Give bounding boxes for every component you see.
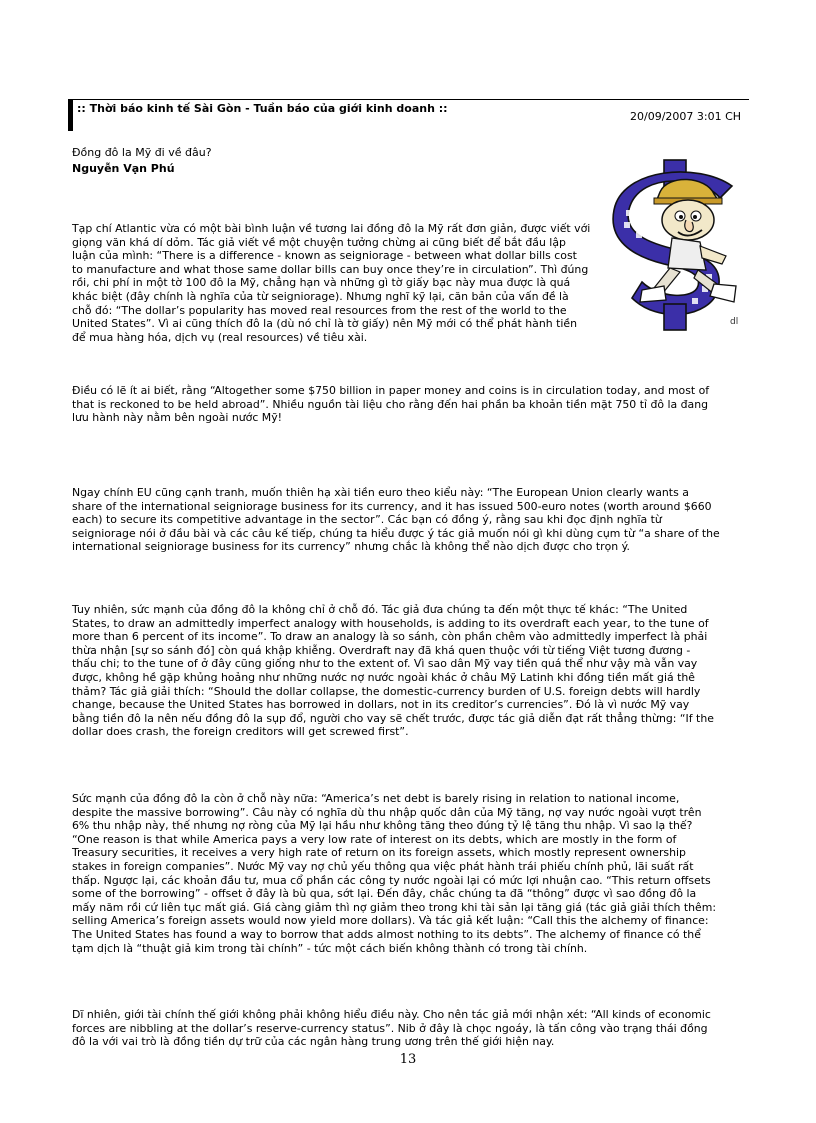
paragraph-line: share of the international seigniorage business for its currency, and it has issued 500-euro notes (worth around $660 (72, 499, 712, 513)
paragraph-line: each) to secure its competitive advantage in the sector”. Các bạn có đồng ý, rằng sau khi đọc định nghĩa từ (72, 513, 662, 527)
paragraph-line: The United States has found a way to borrow that adds almost nothing to its debts”. The alchemy of finance có thể (72, 927, 701, 941)
paragraph-line: to manufacture and what those same dollar bills can buy once they’re in circulation”. Thì đúng (72, 262, 589, 276)
paragraph-line: khác biệt (đây chính là nghĩa của từ seigniorage). Nhưng nghĩ kỹ lại, căn bản của vấn đề là (72, 289, 569, 303)
paragraph-line: dollar does crash, the foreign creditors will get screwed first”. (72, 725, 409, 739)
paragraph-line: seigniorage nói ở đầu bài và các câu kế tiếp, chúng ta hiểu được ý tác giả muốn nói gì khi dùng cụm từ “a share of the (72, 526, 720, 540)
paragraph-line: luận của mình: “There is a difference - known as seigniorage - between what dollar bills cost (72, 249, 577, 263)
paragraph-line: United States”. Vì ai cũng thích đô la (dù nó chỉ là tờ giấy) nên Mỹ mới có thể phát hành tiền (72, 317, 578, 331)
page-number: 13 (399, 1052, 417, 1067)
paragraph-line: international seigniorage business for its currency” nhưng chắc là không thể nào dịch được cho trọn ý. (72, 540, 630, 554)
paragraph-1 (72, 222, 748, 344)
paragraph-line: Treasury securities, it receives a very high rate of return on its foreign assets, which mostly represent ownership (72, 846, 686, 860)
paragraph-3 (72, 486, 748, 554)
paragraph-line: thảm? Tác giả giải thích: “Should the dollar collapse, the domestic-currency burden of U.S. foreign debts will hardly (72, 684, 701, 698)
paragraph-line: forces are nibbling at the dollar’s reserve-currency status”. Nib ở đây là chọc ngoáy, là tấn công vào trạng thái đồng (72, 1021, 708, 1035)
paragraph-line: rồi, chi phí in một tờ 100 đô la Mỹ, chẳng hạn và những gì tờ giấy bạc này mua được là quá (72, 276, 571, 290)
header-left-bar (68, 99, 73, 131)
paragraph-line: Tạp chí Atlantic vừa có một bài bình luận về tương lai đồng đô la Mỹ rất đơn giản, được viết với (72, 222, 591, 235)
paragraph-line: Sức mạnh của đồng đô la còn ở chỗ này nữa: “America’s net debt is barely rising in relation to national income, (72, 792, 680, 805)
paragraph-line: despite the massive borrowing”. Câu này có nghĩa dù thu nhập quốc dân của Mỹ tăng, nợ vay nước ngoài vượt trên (72, 805, 702, 819)
paragraph-line: lưu hành này nằm bên ngoài nước Mỹ! (72, 411, 283, 425)
paragraph-line: selling America’s foreign assets would now yield more dollars). Và tác giả kết luận: “Call this the alchemy of finance: (72, 914, 709, 928)
paragraph-line: để mua hàng hóa, dịch vụ (real resources) về tiêu xài. (72, 330, 368, 344)
paragraph-line: Điều có lẽ ít ai biết, rằng “Altogether some $750 billion in paper money and coins is in circulation today, and most of (72, 384, 710, 397)
paragraph-line: đô la với vai trò là đồng tiền dự trữ của các ngân hàng trung ương trên thế giới hiện nay. (72, 1035, 555, 1049)
paragraph-line: tạm dịch là “thuật giả kim trong tài chính” - tức một cách biến không thành có trong tài chính. (72, 941, 588, 955)
paragraph-4 (72, 603, 748, 739)
paragraph-2 (72, 384, 748, 425)
paragraph-line: that is reckoned to be held abroad”. Nhiều nguồn tài liệu cho rằng đến hai phần ba khoản tiền mặt 750 tỉ đô la đang (72, 397, 709, 411)
paragraph-line: bằng tiền đô la nên nếu đồng đô la sụp đổ, người cho vay sẽ chết trước, được tác giả diễn đạt rất thẳng thừng: “If the (72, 711, 714, 725)
paragraph-6 (72, 1008, 748, 1049)
paragraph-line: thấu chi; to the tune of ở đây cũng giống như to the extent of. Vì sao dân Mỹ vay tiền quá thể như vậy mà vẫn vay (72, 657, 698, 671)
paragraph-line: thấp. Ngược lại, các khoản đầu tư, mua cổ phần các công ty nước ngoài lại có mức lợi nhuận cao. “This return offsets (72, 873, 711, 887)
paragraph-line: được, không hề gặp khủng hoảng như những nước nợ nước ngoài khác ở châu Mỹ Latinh khi đồng tiền mất giá thê (72, 670, 695, 684)
header-rule (73, 99, 749, 100)
paragraph-line: stakes in foreign companies”. Nước Mỹ vay nợ chủ yếu thông qua việc phát hành trái phiếu chính phủ, lãi suất rất (72, 859, 694, 873)
print-date: 20/09/2007 3:01 CH (630, 110, 742, 123)
paragraph-line: Tuy nhiên, sức mạnh của đồng đô la không chỉ ở chỗ đó. Tác giả đưa chúng ta đến một thực tế khác: “The United (72, 603, 688, 616)
paragraph-line: Dĩ nhiên, giới tài chính thế giới không phải không hiểu điều này. Cho nên tác giả mới nhận xét: “All kinds of economic (72, 1008, 711, 1021)
paragraph-line: change, because the United States has borrowed in dollars, not in its creditor’s currencies”. Đó là vì nước Mỹ vay (72, 698, 690, 712)
paragraph-line: thừa nhận [sự so sánh đó] còn quá khập khiễng. Overdraft nay đã khá quen thuộc với từ tiếng Việt tương đương - (72, 643, 691, 657)
paragraph-line: Ngay chính EU cũng cạnh tranh, muốn thiên hạ xài tiền euro theo kiểu này: “The European Union clearly wants a (72, 486, 689, 499)
paragraph-line: chỗ đó: “The dollar’s popularity has moved real resources from the rest of the world to the (72, 303, 567, 317)
paragraph-5 (72, 792, 748, 955)
newspaper-title: :: Thời báo kinh tế Sài Gòn - Tuần báo của giới kinh doanh :: (77, 102, 448, 115)
paragraph-line: more than 6 percent of its income”. To draw an analogy là so sánh, còn phần chêm vào admittedly imperfect là phải (72, 630, 708, 644)
article-author: Nguyễn Vạn Phú (72, 162, 175, 175)
paragraph-line: some of the borrowing” - offset ở đây là bù qua, sớt lại. Đến đây, chắc chúng ta đã “thông” được vì sao đồng đô la (72, 887, 697, 901)
paragraph-line: mấy năm rồi cứ liên tục mất giá. Giá càng giảm thì nợ giảm theo trong khi tài sản lại tăng giá (tác giả giải thích thêm: (72, 900, 716, 914)
article-headline: Đồng đô la Mỹ đi về đâu? (72, 146, 212, 159)
paragraph-line: 6% thu nhập này, thế nhưng nợ ròng của Mỹ lại hầu như không tăng theo đúng tỷ lệ tăng thu nhập. Vì sao lạ thế? (72, 819, 693, 833)
artist-signature: dl (730, 317, 739, 327)
paragraph-line: States, to draw an admittedly imperfect analogy with households, is adding to its overdraft each year, to the tune of (72, 616, 709, 630)
paragraph-line: “One reason is that while America pays a very low rate of interest on its debts, which are mostly in the form of (72, 832, 677, 846)
paragraph-line: giọng văn khá dí dỏm. Tác giả viết về một chuyện tưởng chừng ai cũng biết để bắt đầu lập (72, 235, 566, 249)
